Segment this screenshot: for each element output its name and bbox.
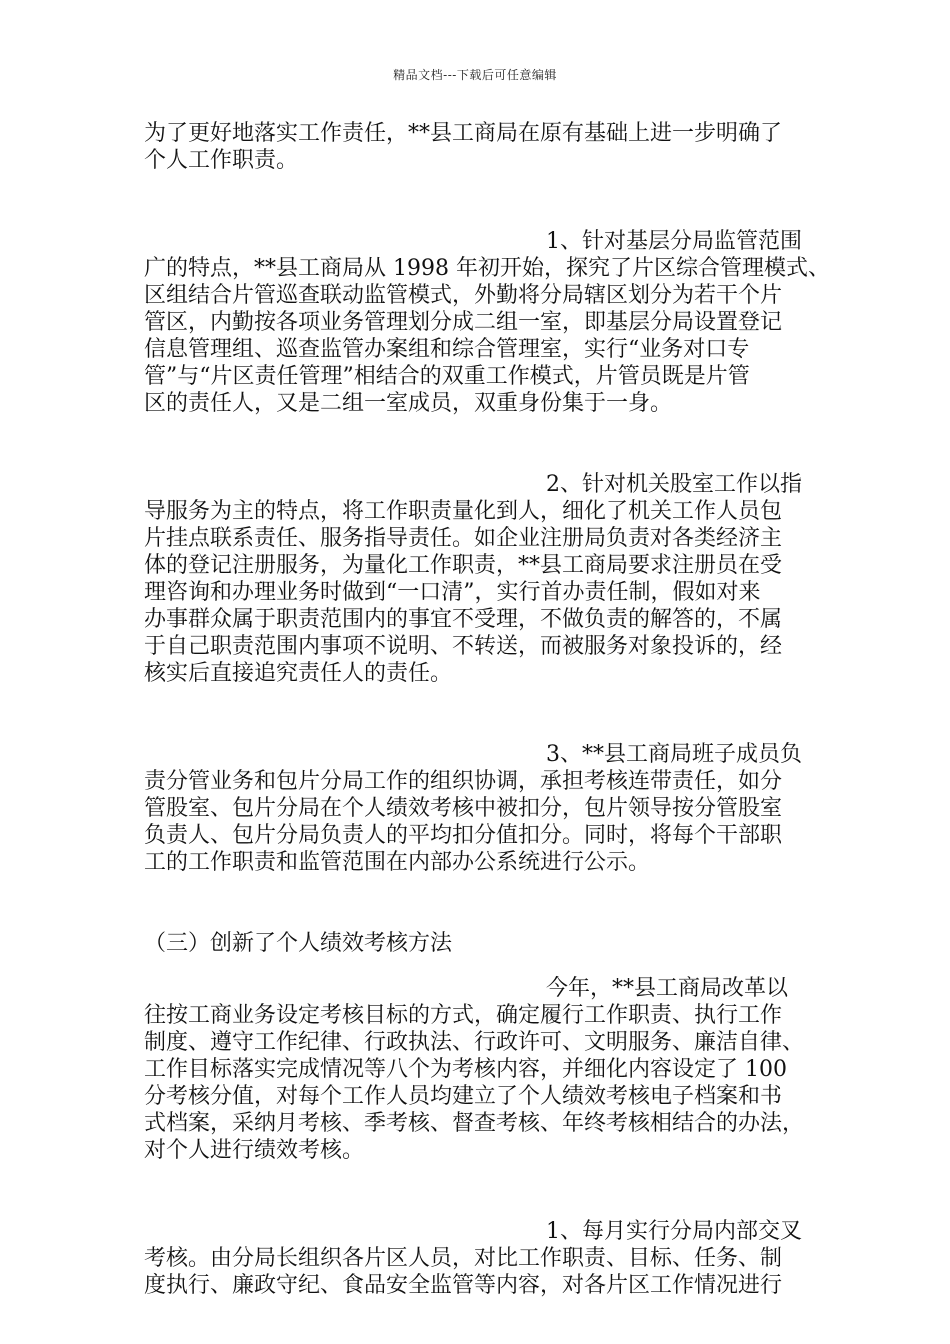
text-line: 往按工商业务设定考核目标的方式，确定履行工作职责、执行工作 [144, 1003, 783, 1028]
text-line: 1、针对基层分局监管范围 [546, 229, 802, 254]
text-line: 工的工作职责和监管范围在内部办公系统进行公示。 [144, 850, 651, 875]
text-line: 为了更好地落实工作责任，**县工商局在原有基础上进一步明确了 [144, 121, 783, 146]
text-line: 于自己职责范围内事项不说明、不转送，而被服务对象投诉的，经 [144, 634, 783, 659]
text-line: 办事群众属于职责范围内的事宜不受理，不做负责的解答的，不属 [144, 607, 783, 632]
text-line: 负责人、包片分局负责人的平均扣分值扣分。同时，将每个干部职 [144, 823, 783, 848]
section-heading: （三）创新了个人绩效考核方法 [144, 931, 453, 956]
text-line: 管”与“片区责任管理”相结合的双重工作模式，片管员既是片管 [144, 364, 750, 389]
text-line: 1、每月实行分局内部交叉 [546, 1219, 802, 1244]
text-line: 体的登记注册服务，为量化工作职责，**县工商局要求注册员在受 [144, 553, 783, 578]
text-line: 导服务为主的特点，将工作职责量化到人，细化了机关工作人员包 [144, 499, 783, 524]
text-line: 管股室、包片分局在个人绩效考核中被扣分，包片领导按分管股室 [144, 796, 783, 821]
document-body [144, 120, 830, 1299]
text-line: 2、针对机关股室工作以指 [546, 472, 802, 497]
text-line: 今年，**县工商局改革以 [546, 976, 789, 1001]
text-line: 式档案，采纳月考核、季考核、督查考核、年终考核相结合的办法， [144, 1111, 805, 1136]
text-line: 片挂点联系责任、服务指导责任。如企业注册局负责对各类经济主 [144, 526, 783, 551]
text-line: 信息管理组、巡查监管办案组和综合管理室，实行“业务对口专 [144, 337, 750, 362]
paragraph-monthly-assessment [144, 1218, 812, 1299]
text-line: 制度、遵守工作纪律、行政执法、行政许可、文明服务、廉洁自律、 [144, 1030, 805, 1055]
text-line: 考核。由分局长组织各片区人员，对比工作职责、目标、任务、制 [144, 1246, 783, 1271]
page-header: 精品文档---下载后可任意编辑 [393, 68, 557, 82]
paragraph-item-3 [144, 741, 812, 876]
text-line: 3、**县工商局班子成员负 [546, 742, 802, 767]
paragraph-assessment [144, 975, 812, 1164]
paragraph-item-2 [144, 471, 812, 687]
text-line: 区组结合片管巡查联动监管模式，外勤将分局辖区划分为若干个片 [144, 283, 783, 308]
text-line: 工作目标落实完成情况等八个为考核内容，并细化内容设定了 100 [144, 1057, 787, 1082]
text-line: 对个人进行绩效考核。 [144, 1138, 365, 1163]
text-line: 责分管业务和包片分局工作的组织协调，承担考核连带责任，如分 [144, 769, 783, 794]
text-line: 分考核分值，对每个工作人员均建立了个人绩效考核电子档案和书 [144, 1084, 783, 1109]
text-line: 个人工作职责。 [144, 148, 299, 173]
text-line: 核实后直接追究责任人的责任。 [144, 661, 453, 686]
text-line: 理咨询和办理业务时做到“一口清”，实行首办责任制，假如对来 [144, 580, 761, 605]
paragraph-intro [144, 120, 812, 174]
paragraph-item-1 [144, 228, 830, 417]
text-line: 区的责任人，又是二组一室成员，双重身份集于一身。 [144, 391, 673, 416]
text-line: 度执行、廉政守纪、食品安全监管等内容，对各片区工作情况进行 [144, 1273, 783, 1298]
text-line: 管区，内勤按各项业务管理划分成二组一室，即基层分局设置登记 [144, 310, 783, 335]
text-line: 广的特点，**县工商局从 1998 年初开始，探究了片区综合管理模式、 [144, 256, 830, 281]
